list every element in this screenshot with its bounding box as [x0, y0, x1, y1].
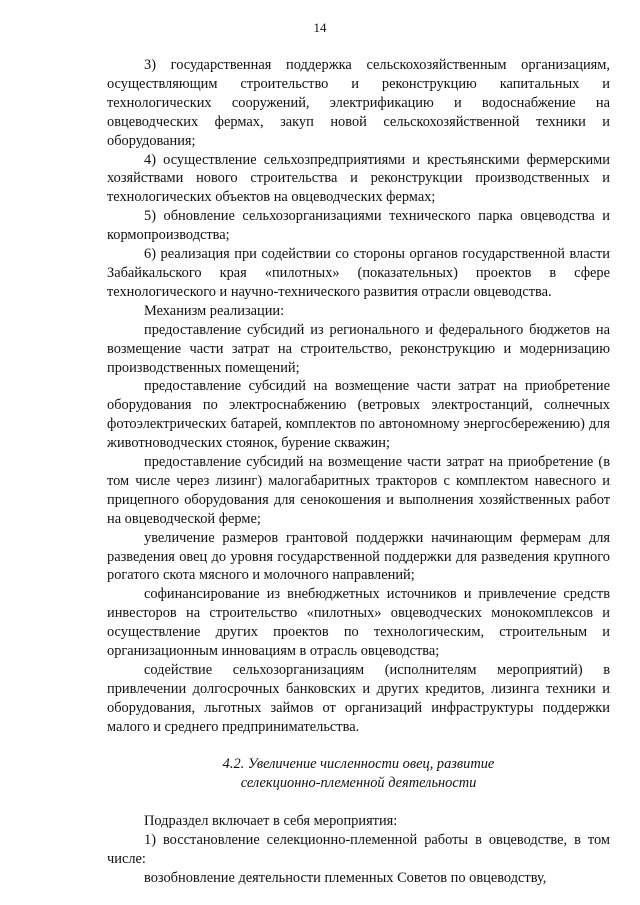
mechanism-item: предоставление субсидий на возмещение части затрат на приобретение (в том числе через лизинг) малогабаритных тракторов с комплектом навесного и прицепного оборудования для сенокошения и выполнения хозяйственных работ на овцеводческой ферме; — [107, 454, 610, 527]
section-heading — [107, 755, 610, 793]
mechanism-item: предоставление субсидий на возмещение части затрат на приобретение оборудования по электроснабжению (ветровых электростанций, солнечных фотоэлектрических батарей, комплектов по автономному энергосбережению) для животноводческих стоянок, бурение скважин; — [107, 378, 610, 452]
section-heading-line: 4.2. Увеличение численности овец, развитие — [222, 755, 495, 772]
page-number: 14 — [313, 20, 327, 35]
document-body — [107, 56, 610, 888]
paragraph-item-3: 3) государственная поддержка сельскохозяйственным организациям, осуществляющим строительство и реконструкцию капитальных и технологических сооружений, электрификацию и водоснабжение на овцеводческих фермах, закуп новой сельскохозяйственной техники и оборудования; — [107, 57, 610, 149]
paragraph-item-1: 1) восстановление селекционно-племенной работы в овцеводстве, в том числе: — [107, 832, 610, 868]
subsection-intro: Подраздел включает в себя мероприятия: — [144, 813, 398, 830]
mechanism-heading: Механизм реализации: — [144, 302, 285, 319]
section-heading-line: селекционно-племенной деятельности — [240, 774, 477, 791]
mechanism-item: софинансирование из внебюджетных источников и привлечение средств инвесторов на строительство «пилотных» овцеводческих монокомплексов и осуществление других проектов по технологическим, строительным и организационным инновациям в отрасль овцеводства; — [107, 586, 610, 660]
paragraph-subitem: возобновление деятельности племенных Советов по овцеводству, — [144, 870, 547, 887]
paragraph-item-6: 6) реализация при содействии со стороны органов государственной власти Забайкальского края «пилотных» (показательных) проектов в сфере технологического и научно-технического развития отрасли овцеводства. — [107, 246, 610, 300]
mechanism-item: увеличение размеров грантовой поддержки начинающим фермерам для разведения овец до уровня государственной поддержки для разведения крупного рогатого скота мясного и молочного направлений; — [107, 529, 610, 584]
paragraph-item-4: 4) осуществление сельхозпредприятиями и крестьянскими фермерскими хозяйствами нового строительства и реконструкции производственных и технологических объектов на овцеводческих фермах; — [107, 151, 610, 206]
mechanism-item: предоставление субсидий из регионального и федерального бюджетов на возмещение части затрат на строительство, реконструкцию и модернизацию производственных помещений; — [107, 321, 610, 376]
paragraph-item-5: 5) обновление сельхозорганизациями технического парка овцеводства и кормопроизводства; — [107, 208, 610, 244]
mechanism-item: содействие сельхозорганизациям (исполнителям мероприятий) в привлечении долгосрочных банковских и других кредитов, лизинга техники и оборудования, льготных займов от организаций инфраструктуры поддержки малого и среднего предпринимательства. — [107, 662, 610, 735]
